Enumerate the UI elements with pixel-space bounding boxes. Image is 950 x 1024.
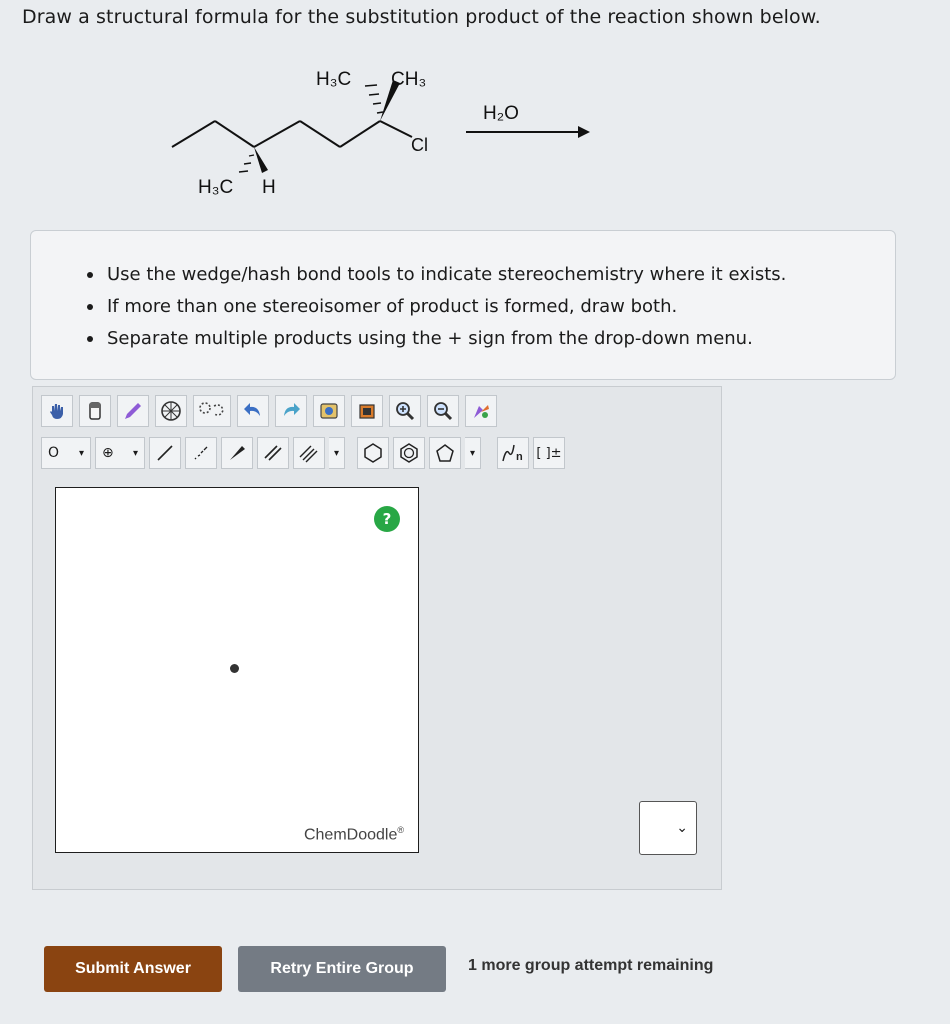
chevron-down-icon: ▾ [132, 447, 138, 459]
attempts-remaining: 1 more group attempt remaining [468, 957, 714, 974]
pencil-icon[interactable] [117, 395, 149, 427]
chevron-down-icon: ⌄ [676, 820, 688, 836]
instruction-item: Use the wedge/hash bond tools to indicate stereochemistry where it exists. [87, 259, 855, 291]
instruction-item: Separate multiple products using the + sign from the drop-down menu. [87, 323, 855, 355]
label-ch3-top: CH₃ [391, 69, 427, 90]
element-label: O [48, 445, 60, 461]
wedge-bond-icon[interactable] [221, 437, 253, 469]
clean-icon[interactable] [351, 395, 383, 427]
chemdoodle-watermark [304, 825, 404, 844]
atom-map-icon[interactable] [313, 395, 345, 427]
cyclopentane-icon[interactable] [429, 437, 461, 469]
svg-text:n: n [516, 451, 523, 463]
benzene-icon[interactable] [393, 437, 425, 469]
instruction-item: If more than one stereoisomer of product is formed, draw both. [87, 291, 855, 323]
single-bond-icon[interactable] [149, 437, 181, 469]
hand-icon[interactable] [41, 395, 73, 427]
canvas-marker [230, 664, 239, 673]
ring-dropdown[interactable] [465, 437, 481, 469]
charge-select[interactable] [95, 437, 145, 469]
instructions-panel [30, 230, 896, 380]
label-h-bottom: H [262, 177, 276, 198]
chevron-down-icon: ▾ [333, 447, 340, 459]
retry-group-button[interactable]: Retry Entire Group [238, 946, 446, 992]
drawing-canvas[interactable] [55, 487, 419, 853]
chevron-down-icon: ▾ [469, 447, 476, 459]
help-button[interactable]: ? [374, 506, 400, 532]
chain-icon[interactable] [497, 437, 529, 469]
label-h3c-top: H₃C [316, 69, 352, 90]
registered-mark: ® [397, 824, 404, 835]
eraser-icon[interactable] [79, 395, 111, 427]
reaction-scheme [150, 55, 630, 225]
hash-bond-icon[interactable] [185, 437, 217, 469]
question-prompt: Draw a structural formula for the substitution product of the reaction shown below. [22, 6, 821, 28]
brackets-label: [ ]± [536, 445, 562, 461]
product-separator-dropdown[interactable] [639, 801, 697, 855]
brackets-tool[interactable] [533, 437, 565, 469]
chevron-down-icon: ▾ [78, 447, 84, 459]
redo-icon[interactable] [275, 395, 307, 427]
triple-bond-icon[interactable] [293, 437, 325, 469]
zoom-out-icon[interactable] [427, 395, 459, 427]
double-bond-icon[interactable] [257, 437, 289, 469]
lasso-icon[interactable] [193, 395, 231, 427]
element-select[interactable] [41, 437, 91, 469]
bond-dropdown[interactable] [329, 437, 345, 469]
undo-icon[interactable] [237, 395, 269, 427]
toolbar-row-1 [41, 393, 497, 429]
chemdoodle-editor [32, 386, 722, 890]
submit-answer-button[interactable]: Submit Answer [44, 946, 222, 992]
label-cl: Cl [411, 135, 428, 155]
cyclohexane-icon[interactable] [357, 437, 389, 469]
template-icon[interactable] [155, 395, 187, 427]
watermark-text: ChemDoodle [303, 826, 398, 843]
toolbar-row-2 [41, 435, 565, 471]
zoom-in-icon[interactable] [389, 395, 421, 427]
color-icon[interactable] [465, 395, 497, 427]
charge-label: ⊕ [102, 445, 114, 461]
reagent-label: H₂O [483, 103, 519, 124]
label-h3c-bottom: H₃C [198, 177, 234, 198]
